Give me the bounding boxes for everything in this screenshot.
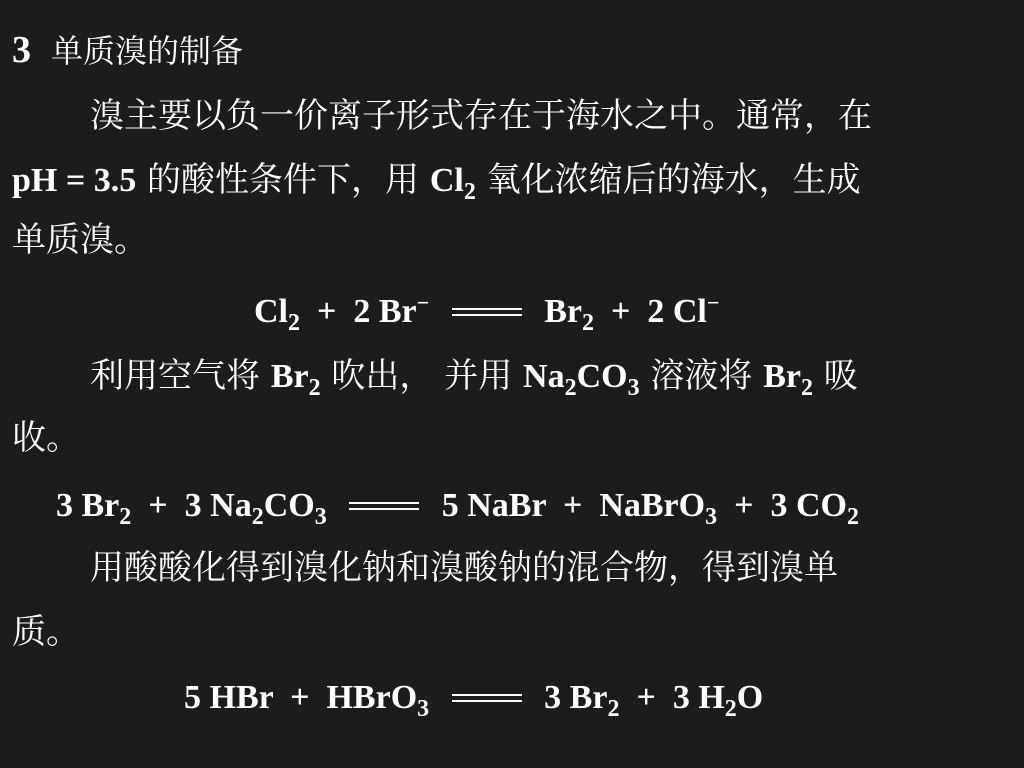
eq3-plus-2: + [636,679,656,716]
para2-text-4: 吸 [813,356,858,396]
para2-text-1: 利用空气将 [90,356,271,396]
eq1-reactant-1-sub: 2 [288,310,300,336]
para1-text-2: 的酸性条件下，用 [136,160,430,200]
equation-2: 3 $Br_2 + 3$ $Na_2CO_3$ 5 NaBr + NaBrO$_3$ + 3 $CO_2$ [56,487,859,530]
eq1-plus-2: + [610,293,631,330]
equation-3: 5 HBr + HBrO$_3$ 3 $Br_2 + 3$ $H_2O$ [184,679,764,722]
para2-line2 [12,418,80,458]
eq2-product-3: 3 CO [770,487,847,524]
eq2-equals-sign [349,502,419,510]
eq2-plus-1: + [148,487,168,524]
eq1-reactant-2-sup: − [416,290,430,315]
eq1-plus-1: + [317,293,337,330]
ph-value: pH = 3.5 [12,162,137,199]
para2-line1 [90,356,858,401]
para2-text-2: 吹出， 并用 [320,356,524,396]
para2-text-5: 收。 [12,418,80,458]
eq1-equals-sign [452,308,522,316]
eq2-product-1: 5 NaBr [441,487,546,524]
eq2-plus-2: + [562,487,583,524]
para1-text-3: 氧化浓缩后的海水，生成 [475,160,861,200]
eq3-product-1: 3 Br [544,679,608,716]
eq3-equals-sign [452,694,522,702]
para1-line3 [12,220,148,260]
eq1-product-1: Br [544,293,582,330]
section-title [12,30,243,71]
eq1-reactant-2: 2 Br [353,293,417,330]
para3-line1 [90,548,838,588]
eq1-product-2: 2 Cl [647,293,707,330]
bromine-formula-2: $Br_2$ [763,358,813,401]
eq1-product-1-sub: 2 [581,310,594,336]
section-number: 3 [12,29,31,71]
para1-text-4: 单质溴。 [12,220,148,260]
eq3-product-2: 3 H [672,679,725,716]
eq1-product-2-sup: − [706,290,720,315]
bromine-formula-1: $Br_2$ [270,358,321,401]
eq2-product-2: NaBrO [599,487,706,524]
section-title-text: 单质溴的制备 [51,32,244,70]
para3-text-1: 用酸酸化得到溴化钠和溴酸钠的混合物，得到溴单 [90,548,838,588]
para1-line1 [90,96,872,136]
eq2-reactant-2: 3 Na [184,487,252,524]
chlorine-formula: $Cl_2$ [429,162,476,205]
sodium-carbonate-formula: $Na_2CO_3$ [523,358,640,401]
para2-text-3: 溶液将 [639,356,764,396]
eq3-reactant-1: 5 HBr [184,679,274,716]
eq3-reactant-2: HBrO [326,679,418,716]
eq1-reactant-1: Cl [254,293,288,330]
para1-text-1: 溴主要以负一价离子形式存在于海水之中。通常，在 [90,96,872,136]
eq3-plus-1: + [290,679,310,716]
eq2-plus-3: + [734,487,754,524]
para1-line2 [12,160,861,205]
para3-line2 [12,612,80,652]
eq2-reactant-1: 3 Br [56,487,120,524]
equation-1 [254,290,720,336]
para3-text-2: 质。 [12,612,80,652]
